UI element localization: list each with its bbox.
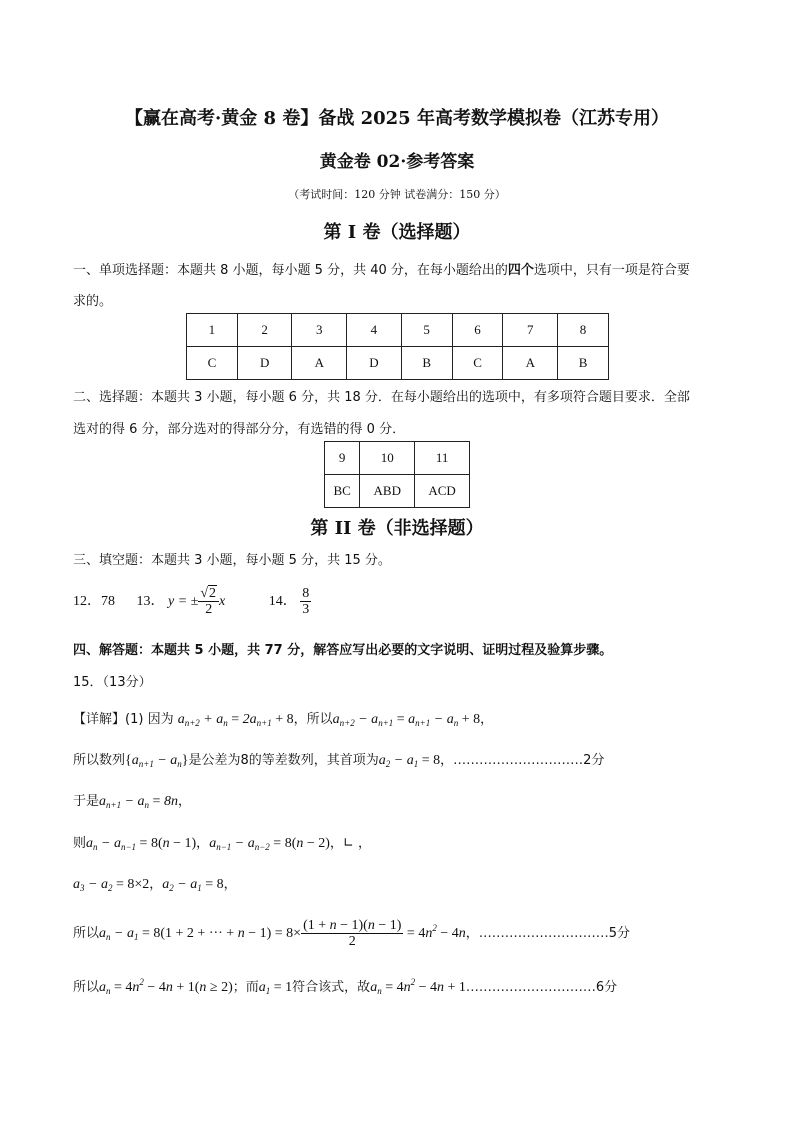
score-mark: 5分 [608, 926, 631, 942]
question-number-cell: 3 [292, 314, 347, 347]
sol-text: ，所以 [293, 712, 333, 727]
exam-time-note: （考试时间：120 分钟 试卷满分：150 分） [288, 188, 506, 201]
answer-cell: B [401, 347, 452, 380]
answer-14-label: 14． [268, 594, 297, 610]
answer-cell: D [237, 347, 292, 380]
intro-text: 一、单项选择题：本题共 8 小题，每小题 5 分，共 40 分，在每小题给出的 [73, 263, 508, 278]
exam-title: 【赢在高考·黄金 8 卷】备战 2025 年高考数学模拟卷（江苏专用） [125, 108, 669, 129]
answer-key-subtitle: 黄金卷 02·参考答案 [319, 152, 475, 172]
formula: $a_n = 4n^2 - 4n + 1(n \ge 2)$ [99, 977, 233, 996]
solution-line-7: 所以$a_n = 4n^2 - 4n + 1(n \ge 2)$；而$a_1 = 1$符合该式，故$a_n = 4n^2 - 4n$ + 1…………………………6分 [73, 977, 618, 996]
table-row-numbers [187, 314, 609, 347]
single-choice-intro-line2: 求的。 [73, 294, 113, 309]
fill-blank-intro: 三、填空题：本题共 3 小题，每小题 5 分，共 15 分。 [73, 553, 391, 568]
question-number-cell: 9 [325, 442, 360, 475]
answer-14-num: 8 [302, 586, 310, 601]
formula: $a_3 - a_2 = 8\times 2$ [73, 877, 150, 893]
formula: $a_2 - a_1 = 8$ [378, 753, 441, 769]
question-number-cell: 4 [347, 314, 402, 347]
sol-text: 所以 [73, 980, 100, 995]
formula: $\{a_{n+1} - a_n\}$ [125, 753, 189, 769]
single-choice-answer-table [186, 313, 609, 380]
fill-blank-answers [73, 586, 311, 618]
single-choice-intro [73, 259, 690, 278]
part2-heading: 第 II 卷（非选择题） [310, 518, 484, 539]
answer-cell: C [452, 347, 503, 380]
solution-line-1: 【详解】(1) 因为 $a_{n+2} + a_n = 2a_{n+1} + 8$，所以$a_{n+2} - a_{n+1} = a_{n+1} - a_n + 8$， [73, 712, 494, 728]
sol-text: 符合该式，故 [292, 980, 371, 995]
detail-tag: 【详解】 [73, 712, 126, 727]
formula: $a_{n+2} - a_{n+1} = a_{n+1} - a_n + 8$ [332, 712, 481, 728]
multi-choice-intro-line2: 选对的得 6 分，部分选对的得部分分，有选错的得 0 分． [73, 422, 406, 437]
solution-intro: 四、解答题：本题共 5 小题，共 77 分，解答应写出必要的文字说明、证明过程及验算步骤。 [73, 643, 613, 658]
sol-text: ；而 [232, 980, 259, 995]
sol-text: 是公差为8的等差数列，其首项为 [188, 753, 379, 768]
answer-13-lhs: y = ± [168, 594, 199, 610]
answer-13-fraction: $\frac{√2}{2}$ [198, 586, 219, 618]
sol-text: 则 [73, 836, 87, 851]
answer-13-var: x [219, 594, 226, 610]
sol-text: (1) 因为 [125, 712, 174, 727]
formula: $a_{n+1} - a_n = 8n$ [99, 794, 178, 810]
answer-cell: ABD [360, 475, 415, 508]
formula: $a_n = 4n^2 - 4n + 1$ [370, 977, 466, 996]
question-number-cell: 1 [187, 314, 238, 347]
answer-cell: B [558, 347, 609, 380]
score-mark: 2分 [583, 753, 605, 768]
answer-13-den: 2 [205, 602, 213, 618]
question-number-cell: 2 [237, 314, 292, 347]
solution-line-6: 所以$a_n - a_1 = 8(1 + 2$ + ··· + n − 1) = 8× $\frac{(1 + n - 1)(n - 1)}{2}$ = $4n^2 - 4n$，…………………………5分 [73, 918, 631, 950]
question-number-cell: 10 [360, 442, 415, 475]
multi-choice-answer-table [324, 441, 470, 508]
answer-14-fraction [300, 586, 311, 618]
sol-text: 所以 [73, 926, 100, 942]
answer-cell: A [503, 347, 558, 380]
part1-heading: 第 I 卷（选择题） [323, 222, 471, 243]
question-number-cell: 8 [558, 314, 609, 347]
table-row-answers [187, 347, 609, 380]
intro-text-2: 选项中，只有一项是符合要 [533, 263, 690, 278]
answer-14-den: 3 [302, 602, 310, 618]
intro-bold: 四个 [507, 263, 534, 278]
sol-text: 于是 [73, 794, 100, 809]
question-number-cell: 5 [401, 314, 452, 347]
answer-cell: ACD [415, 475, 470, 508]
answer-cell: A [292, 347, 347, 380]
sol-text: 所以数列 [73, 753, 126, 768]
solution-line-2: 所以数列$\{a_{n+1} - a_n\}$是公差为8的等差数列，其首项为$a_2 - a_1 = 8$，…………………………2分 [73, 753, 605, 769]
solution-line-5: $a_3 - a_2 = 8\times 2$，$a_2 - a_1 = 8$， [73, 877, 237, 893]
multi-choice-intro: 二、选择题：本题共 3 小题，每小题 6 分，共 18 分．在每小题给出的选项中，有多项符合题目要求．全部 [73, 390, 690, 405]
question-number-cell: 11 [415, 442, 470, 475]
answer-cell: BC [325, 475, 360, 508]
formula: $a_{n+2} + a_n = 2a_{n+1} + 8$ [177, 712, 294, 728]
question-number-cell: 7 [503, 314, 558, 347]
formula: $a_n - a_{n-1} = 8(n - 1)$ [86, 836, 197, 852]
answer-12-label: 12． [73, 594, 101, 610]
answer-13-num: 2 [209, 586, 217, 601]
formula: $a_{n-1} - a_{n-2} = 8(n - 2)$ [209, 836, 330, 852]
answer-12-value: 78 [101, 594, 115, 610]
table-row-numbers [325, 442, 470, 475]
q15-header: 15．（13分） [73, 675, 152, 690]
table-row-answers [325, 475, 470, 508]
answer-cell: D [347, 347, 402, 380]
formula: $a_n - a_1 = 8(1 + 2$ + ··· + n − 1) = 8× $\frac{(1 + n - 1)(n - 1)}{2}$ = $4n^2 - 4n$ [99, 918, 466, 950]
question-number-cell: 6 [452, 314, 503, 347]
solution-line-3: 于是$a_{n+1} - a_n = 8n$， [73, 794, 191, 810]
formula: $a_1 = 1$ [258, 980, 293, 996]
answer-cell: C [187, 347, 238, 380]
answer-13-label: 13． [136, 594, 165, 610]
score-mark: 6分 [595, 980, 618, 995]
solution-line-4: 则$a_n - a_{n-1} = 8(n - 1)$，$a_{n-1} - a_{n-2} = 8(n - 2)$，∟ ， [73, 836, 371, 852]
formula: $a_2 - a_1 = 8$ [162, 877, 224, 893]
